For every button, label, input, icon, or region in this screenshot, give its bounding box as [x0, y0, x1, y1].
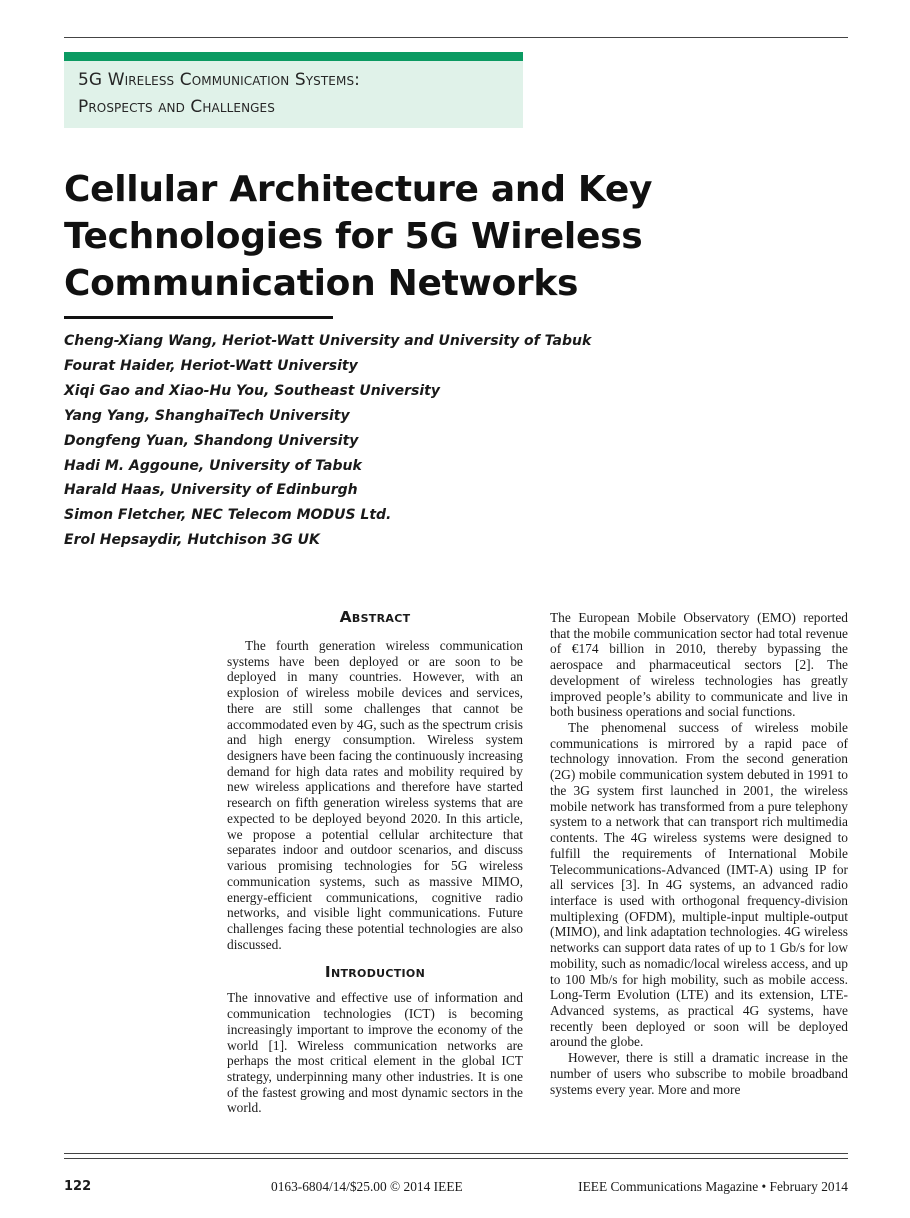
issn-copyright: 0163-6804/14/$25.00 © 2014 IEEE	[271, 1179, 463, 1194]
author-line: Simon Fletcher, NEC Telecom MODUS Ltd.	[64, 507, 392, 524]
journal-citation: IEEE Communications Magazine • February 2014	[578, 1179, 848, 1194]
left-text-column	[227, 607, 523, 1116]
author-line: Erol Hepsaydir, Hutchison 3G UK	[64, 532, 320, 549]
author-line: Cheng-Xiang Wang, Heriot-Watt University and University of Tabuk	[64, 333, 592, 349]
footer-rule-bottom	[64, 1158, 848, 1159]
title-underline	[64, 316, 333, 319]
introduction-paragraph: The innovative and effective use of information and communication technologies (ICT) is becoming increasingly important to improve the economy of the world [1]. Wireless communication networks are perhaps the most critical element in the global ICT strategy, underpinning many other industries. It is one of the fastest growing and most dynamic sectors in the world.	[227, 990, 523, 1116]
article-title-line-1: Cellular Architecture and Key	[64, 169, 653, 210]
series-banner	[64, 52, 523, 128]
author-line: Xiqi Gao and Xiao-Hu You, Southeast University	[64, 382, 440, 399]
body-paragraph-2: The phenomenal success of wireless mobile communications is mirrored by a rapid pace of technology innovation. From the second generation (2G) mobile communication system debuted in 1991 to the 3G system first launched in 2001, the wireless mobile network has transformed from a pure telephony system to a network that can transport rich multimedia contents. The 4G wireless systems were designed to fulfill the requirements of International Mobile Telecommunications-Advanced (IMT-A) using IP for all services [3]. In 4G systems, an advanced radio interface is used with orthogonal frequency-division multiplexing (OFDM), multiple-input multiple-output (MIMO), and link adaptation technologies. 4G wireless networks can support data rates of up to 1 Gb/s for low mobility, such as nomadic/local wireless access, and up to 100 Mb/s for high mobility, such as mobile access. Long-Term Evolution (LTE) and its extension, LTE-Advanced systems, as practical 4G systems, have recently been deployed or soon will be deployed around the globe.	[550, 720, 848, 1050]
body-paragraph-3: However, there is still a dramatic increase in the number of users who subscribe to mobile broadband systems every year. More and more	[550, 1050, 848, 1097]
series-title-line-1: 5G Wireless Communication Systems:	[78, 70, 360, 90]
abstract-heading: Abstract	[339, 608, 411, 626]
footer-rule-top	[64, 1153, 848, 1154]
introduction-heading: Introduction	[324, 963, 426, 982]
author-list	[64, 329, 591, 553]
series-title-line-2: Prospects and Challenges	[78, 97, 275, 117]
page-number: 122	[64, 1179, 92, 1194]
article-title-line-2: Technologies for 5G Wireless	[64, 216, 643, 257]
banner-accent-bar	[64, 52, 523, 61]
author-line: Dongfeng Yuan, Shandong University	[64, 432, 359, 449]
right-text-column	[550, 610, 848, 1097]
author-line: Hadi M. Aggoune, University of Tabuk	[64, 457, 362, 474]
abstract-text: The fourth generation wireless communication systems have been deployed or are soon to be deployed in many countries. However, with an explosion of wireless mobile devices and services, there are still some challenges that cannot be accommodated even by 4G, such as the spectrum crisis and high energy consumption. Wireless system designers have been facing the continuously increasing demand for high data rates and mobility required by new wireless applications and therefore have started research on fifth generation wireless systems that are expected to be deployed beyond 2020. In this article, we propose a potential cellular architecture that separates indoor and outdoor scenarios, and discuss various promising technologies for 5G wireless communication systems, such as massive MIMO, energy-efficient communications, cognitive radio networks, and visible light communications. Future challenges facing these potential technologies are also discussed.	[227, 638, 523, 952]
body-paragraph-1: The European Mobile Observatory (EMO) reported that the mobile communication sector had total revenue of €174 billion in 2010, thereby bypassing the aerospace and pharmaceutical sectors [2]. The development of wireless technologies has greatly improved people’s ability to communicate and live in both business operations and social functions.	[550, 610, 848, 720]
article-title-line-3: Communication Networks	[64, 263, 579, 304]
author-line: Harald Haas, University of Edinburgh	[64, 482, 358, 499]
author-line: Yang Yang, ShanghaiTech University	[64, 407, 350, 424]
article-title	[64, 166, 764, 307]
header-rule	[64, 37, 848, 38]
author-line: Fourat Haider, Heriot-Watt University	[64, 357, 358, 374]
series-title	[78, 67, 360, 121]
